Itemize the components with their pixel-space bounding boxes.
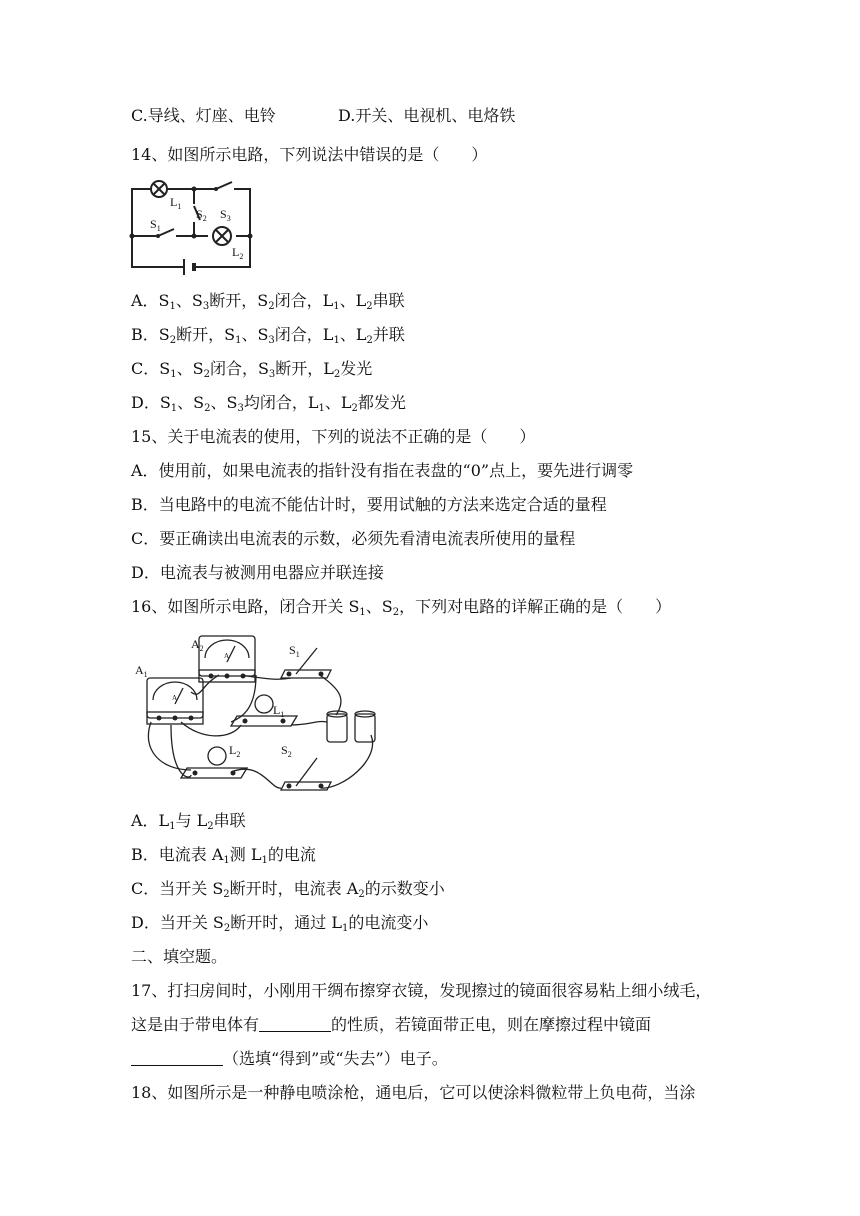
q17-blank-2 <box>131 1049 223 1066</box>
q13-option-d: D.开关、电视机、电烙铁 <box>338 106 516 125</box>
q13-options <box>131 105 516 127</box>
q17-line3: （选填“得到”或“失去”）电子。 <box>131 1048 448 1070</box>
q14-label-l2: $L_2$ <box>232 245 244 261</box>
q16-label-s1: $S_1$ <box>289 643 300 659</box>
q16-label-a2: $A_2$ <box>191 637 204 653</box>
q15-stem: 15、关于电流表的使用，下列的说法不正确的是（ ） <box>131 427 536 446</box>
q14-label-s3: $S_3$ <box>220 207 231 223</box>
q13-option-c: C.导线、灯座、电铃 <box>131 106 276 125</box>
q16-label-a1: $A_1$ <box>135 663 148 679</box>
q16-circuit-illustration <box>131 630 391 800</box>
q17-line1: 17、打扫房间时，小刚用干绸布擦穿衣镜，发现擦过的镜面很容易粘上细小绒毛， <box>131 981 712 1000</box>
q16-option-d: D．当开关 $S_2$断开时，通过 $L_1$的电流变小 <box>131 913 429 934</box>
q14-option-a: A．$S_1$、$S_3$断开，$S_2$闭合，$L_1$、$L_2$串联 <box>131 291 405 312</box>
q15-option-b: B．当电路中的电流不能估计时，要用试触的方法来选定合适的量程 <box>131 495 607 514</box>
q16-option-c: C．当开关 $S_2$断开时，电流表 $A_2$的示数变小 <box>131 879 445 900</box>
q14-label-s2: $S_2$ <box>196 207 207 223</box>
q14-option-d: D．$S_1$、$S_2$、$S_3$均闭合，$L_1$、$L_2$都发光 <box>131 393 406 414</box>
q16-stem: 16、如图所示电路，闭合开关 $S_1$、$S_2$，下列对电路的详解正确的是（ ） <box>131 597 672 618</box>
q15-option-c: C．要正确读出电流表的示数，必须先看清电流表所使用的量程 <box>131 529 576 548</box>
q14-option-c: C．$S_1$、$S_2$闭合，$S_3$断开，$L_2$发光 <box>131 359 373 380</box>
q14-label-s1: $S_1$ <box>150 217 161 233</box>
q16-meter-a1-letter: A <box>172 694 178 702</box>
q15-option-d: D．电流表与被测用电器应并联连接 <box>131 563 384 582</box>
q16-label-s2: $S_2$ <box>281 743 292 759</box>
section-heading-fill-in: 二、填空题。 <box>131 947 228 966</box>
q14-label-l1: $L_1$ <box>170 195 182 211</box>
q14-option-b: B．$S_2$断开，$S_1$、$S_3$闭合，$L_1$、$L_2$并联 <box>131 325 405 346</box>
q16-option-b: B．电流表 $A_1$测 $L_1$的电流 <box>131 845 316 866</box>
q14-stem: 14、如图所示电路，下列说法中错误的是（ ） <box>131 145 488 164</box>
q16-label-l2: $L_2$ <box>229 743 241 759</box>
q17-line2: 这是由于带电体有 的性质，若镜面带正电，则在摩擦过程中镜面 <box>131 1015 652 1034</box>
q16-option-a: A．$L_1$与 $L_2$串联 <box>131 811 246 832</box>
q16-meter-a2-letter: A <box>224 652 230 660</box>
q15-option-a: A．使用前，如果电流表的指针没有指在表盘的“0”点上，要先进行调零 <box>131 461 634 480</box>
q16-label-l1: $L_1$ <box>273 703 285 719</box>
q18-line1: 18、如图所示是一种静电喷涂枪，通电后，它可以使涂料微粒带上负电荷，当涂 <box>131 1083 696 1102</box>
q14-circuit-diagram <box>128 178 258 278</box>
q17-blank-1 <box>259 1015 331 1032</box>
